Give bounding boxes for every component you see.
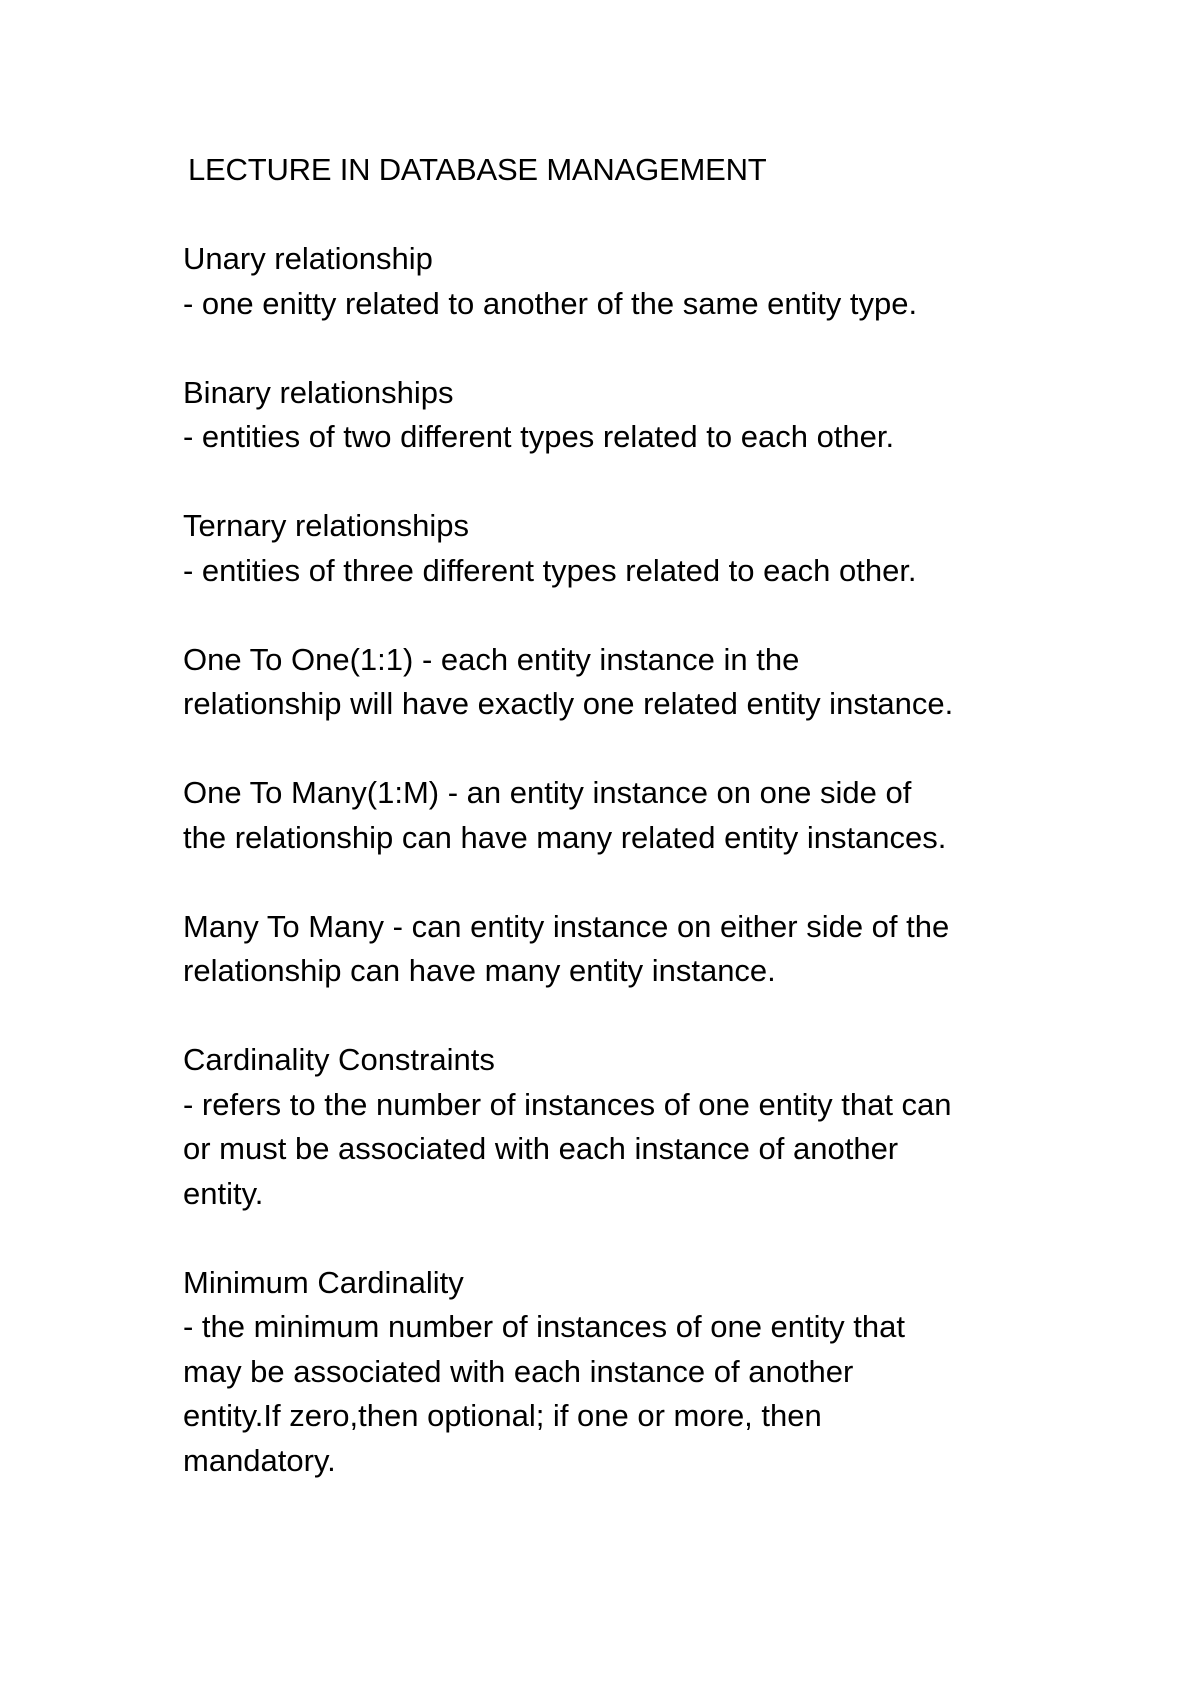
section-text: - entities of two different types related to each other. bbox=[183, 419, 895, 454]
section-text: - refers to the number of instances of one entity that can bbox=[183, 1086, 952, 1122]
section-one-to-one bbox=[183, 638, 1063, 727]
section-cardinality-constraints bbox=[183, 1038, 1063, 1216]
section-text: entity.If zero,then optional; if one or more, then bbox=[183, 1398, 822, 1433]
section-text: - entities of three different types related to each other. bbox=[183, 552, 917, 588]
section-text: relationship will have exactly one related entity instance. bbox=[183, 686, 954, 721]
section-text: may be associated with each instance of another bbox=[183, 1353, 854, 1389]
section-text: One To One(1:1) - each entity instance in the bbox=[183, 641, 800, 677]
section-heading: Minimum Cardinality bbox=[183, 1264, 464, 1300]
section-unary-relationship bbox=[183, 237, 1063, 326]
section-text: Many To Many - can entity instance on either side of the bbox=[183, 908, 950, 944]
section-many-to-many bbox=[183, 905, 1063, 994]
section-one-to-many bbox=[183, 771, 1063, 860]
section-text: or must be associated with each instance of another bbox=[183, 1131, 899, 1166]
section-text: mandatory. bbox=[183, 1442, 336, 1478]
section-text: - the minimum number of instances of one entity that bbox=[183, 1309, 905, 1344]
section-ternary-relationships bbox=[183, 504, 1063, 593]
section-text: - one enitty related to another of the same entity type. bbox=[183, 285, 918, 321]
section-text: One To Many(1:M) - an entity instance on one side of bbox=[183, 775, 912, 810]
section-text: relationship can have many entity instance. bbox=[183, 953, 776, 988]
section-heading: Ternary relationships bbox=[183, 508, 470, 543]
section-heading: Cardinality Constraints bbox=[183, 1042, 495, 1077]
section-heading: Binary relationships bbox=[183, 374, 454, 410]
section-minimum-cardinality bbox=[183, 1261, 1063, 1484]
section-heading: Unary relationship bbox=[183, 241, 433, 276]
document-content bbox=[183, 148, 1063, 1528]
section-binary-relationships bbox=[183, 371, 1063, 460]
document-title: LECTURE IN DATABASE MANAGEMENT bbox=[188, 152, 767, 187]
section-text: entity. bbox=[183, 1175, 264, 1211]
section-text: the relationship can have many related entity instances. bbox=[183, 819, 947, 855]
